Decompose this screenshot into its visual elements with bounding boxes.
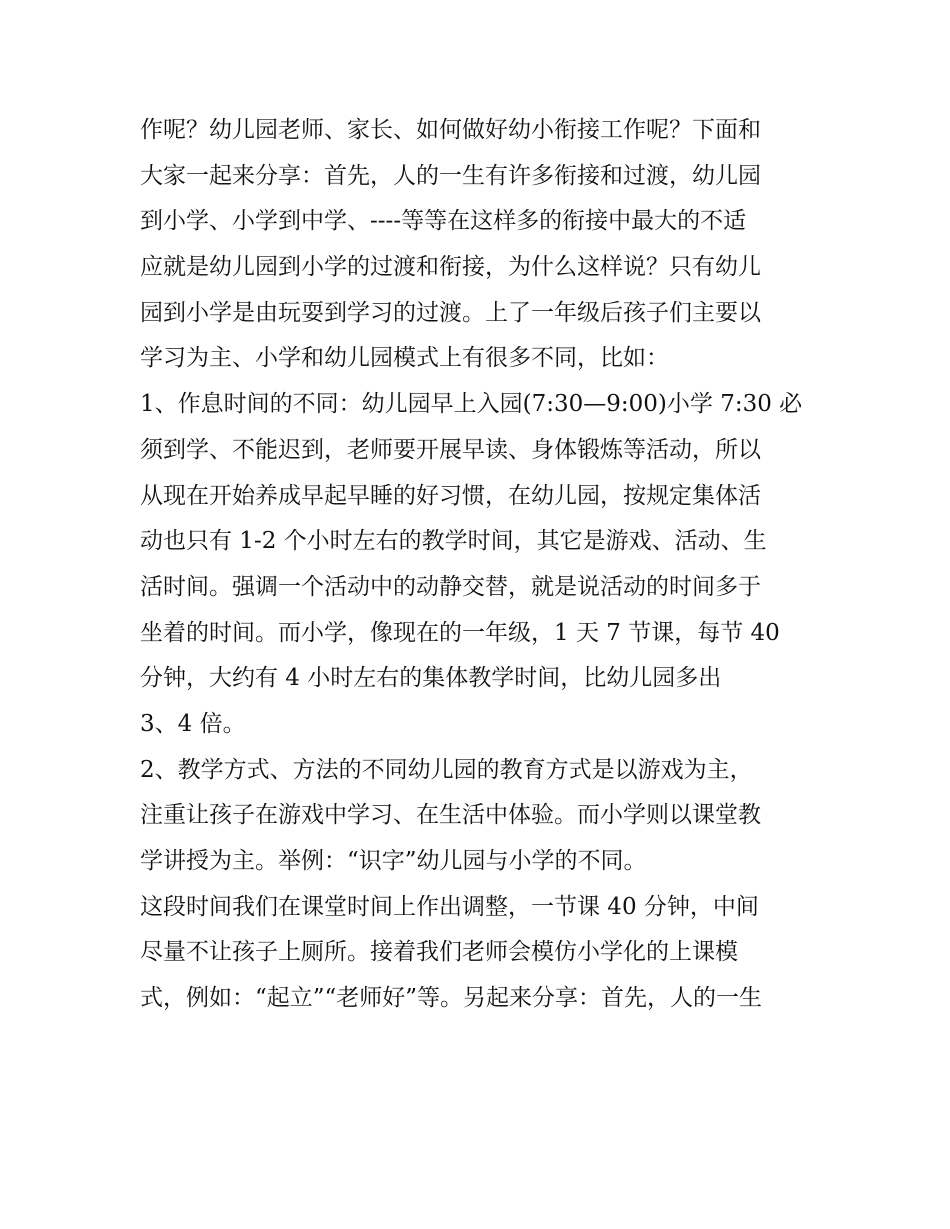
text-line: 从现在开始养成早起早睡的好习惯，在幼儿园，按规定集体活: [140, 482, 761, 509]
body-text: [140, 108, 820, 1022]
text-line: 活时间。强调一个活动中的动静交替，就是说活动的时间多于: [140, 573, 761, 600]
text-line: 学讲授为主。举例：“识字”幼儿园与小学的不同。: [140, 848, 647, 874]
text-line: 须到学、不能迟到，老师要开展早读、身体锻炼等活动，所以: [140, 436, 761, 463]
text-line: 尽量不让孩子上厕所。接着我们老师会模仿小学化的上课模: [140, 939, 738, 966]
text-line: 3、4 倍。: [140, 710, 246, 737]
text-line: 作呢？幼儿园老师、家长、如何做好幼小衔接工作呢？下面和: [140, 117, 761, 143]
text-line: 式，例如：“起立”“老师好”等。另起来分享：首先，人的一生: [140, 985, 763, 1012]
text-line: 动也只有 1-2 个小时左右的教学时间，其它是游戏、活动、生: [140, 528, 767, 555]
text-line: 学习为主、小学和幼儿园模式上有很多不同，比如：: [140, 345, 669, 372]
text-line: 大家一起来分享：首先，人的一生有许多衔接和过渡，幼儿园: [140, 162, 761, 189]
text-line: 到小学、小学到中学、----等等在这样多的衔接中最大的不适: [140, 208, 747, 235]
text-line: 应就是幼儿园到小学的过渡和衔接，为什么这样说？只有幼儿: [140, 254, 761, 281]
text-line: 分钟，大约有 4 小时左右的集体教学时间，比幼儿园多出: [140, 665, 722, 692]
text-line: 坐着的时间。而小学，像现在的一年级，1 天 7 节课，每节 40: [140, 619, 780, 646]
text-line: 2、教学方式、方法的不同幼儿园的教育方式是以游戏为主，: [140, 756, 753, 783]
text-line: 这段时间我们在课堂时间上作出调整，一节课 40 分钟，中间: [140, 893, 759, 920]
text-line: 园到小学是由玩耍到学习的过渡。上了一年级后孩子们主要以: [140, 299, 761, 326]
text-line: 注重让孩子在游戏中学习、在生活中体验。而小学则以课堂教: [140, 802, 761, 829]
text-line: 1、作息时间的不同：幼儿园早上入园(7:30—9:00)小学 7:30 必: [140, 391, 803, 418]
